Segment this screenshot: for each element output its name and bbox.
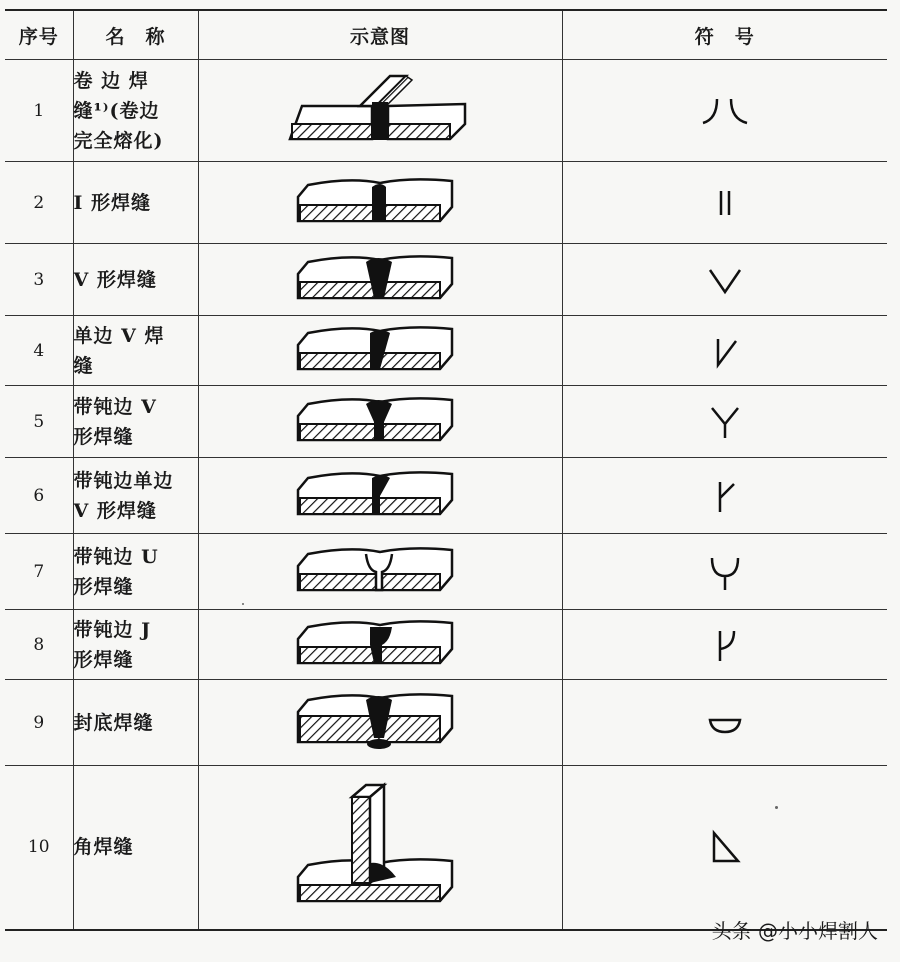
row-number: 2: [5, 162, 73, 244]
table-row: [5, 386, 887, 458]
row-number: 3: [5, 244, 73, 316]
row-number: 10: [5, 766, 73, 930]
weld-name: 卷 边 焊 缝¹⁾(卷边 完全熔化): [73, 60, 198, 162]
j-groove-weld-diagram: [290, 615, 470, 675]
row-number: 4: [5, 316, 73, 386]
v-groove-symbol: [700, 260, 750, 300]
i-groove-symbol: [705, 183, 745, 223]
backing-weld-diagram: [290, 688, 470, 758]
row-number: 7: [5, 534, 73, 610]
fillet-weld-symbol: [700, 825, 750, 869]
single-bevel-root-face-weld-diagram: [290, 466, 470, 526]
weld-name: 带钝边 J 形焊缝: [73, 610, 198, 680]
weld-name: 封底焊缝: [73, 680, 198, 766]
i-groove-weld-diagram: [290, 173, 470, 233]
table-header-row: [5, 10, 887, 60]
header-symbol: 符 号: [562, 10, 887, 60]
weld-symbol-table: [5, 9, 887, 931]
backing-weld-symbol: [700, 708, 750, 738]
table-row: [5, 534, 887, 610]
scan-speck: [775, 806, 778, 809]
header-figure: 示意图: [198, 10, 562, 60]
y-groove-symbol: [700, 400, 750, 444]
weld-name: 单边 V 焊 缝: [73, 316, 198, 386]
u-groove-symbol: [700, 550, 750, 594]
weld-name: 带钝边 V 形焊缝: [73, 386, 198, 458]
table-row: [5, 162, 887, 244]
row-number: 9: [5, 680, 73, 766]
weld-name: I 形焊缝: [73, 162, 198, 244]
fillet-weld-diagram: [290, 777, 470, 917]
v-groove-weld-diagram: [290, 250, 470, 310]
table-row: [5, 680, 887, 766]
weld-name: V 形焊缝: [73, 244, 198, 316]
table-row: [5, 610, 887, 680]
u-groove-weld-diagram: [290, 542, 470, 602]
flanged-weld-diagram: [280, 66, 480, 156]
y-groove-weld-diagram: [290, 392, 470, 452]
flanged-weld-symbol: [695, 91, 755, 131]
table-row: [5, 766, 887, 930]
j-groove-symbol: [700, 623, 750, 667]
table-row: [5, 244, 887, 316]
single-bevel-symbol: [700, 331, 750, 371]
table-row: [5, 316, 887, 386]
weld-name: 带钝边单边 V 形焊缝: [73, 458, 198, 534]
weld-name: 带钝边 U 形焊缝: [73, 534, 198, 610]
watermark: 头条 @小小焊割人: [711, 919, 878, 943]
scan-speck: [242, 603, 244, 605]
table-row: [5, 60, 887, 162]
row-number: 6: [5, 458, 73, 534]
row-number: 8: [5, 610, 73, 680]
header-name: 名 称: [73, 10, 198, 60]
single-bevel-root-face-symbol: [700, 474, 750, 518]
row-number: 1: [5, 60, 73, 162]
weld-name: 角焊缝: [73, 766, 198, 930]
table-row: [5, 458, 887, 534]
header-no: 序号: [5, 10, 73, 60]
single-bevel-weld-diagram: [290, 321, 470, 381]
row-number: 5: [5, 386, 73, 458]
